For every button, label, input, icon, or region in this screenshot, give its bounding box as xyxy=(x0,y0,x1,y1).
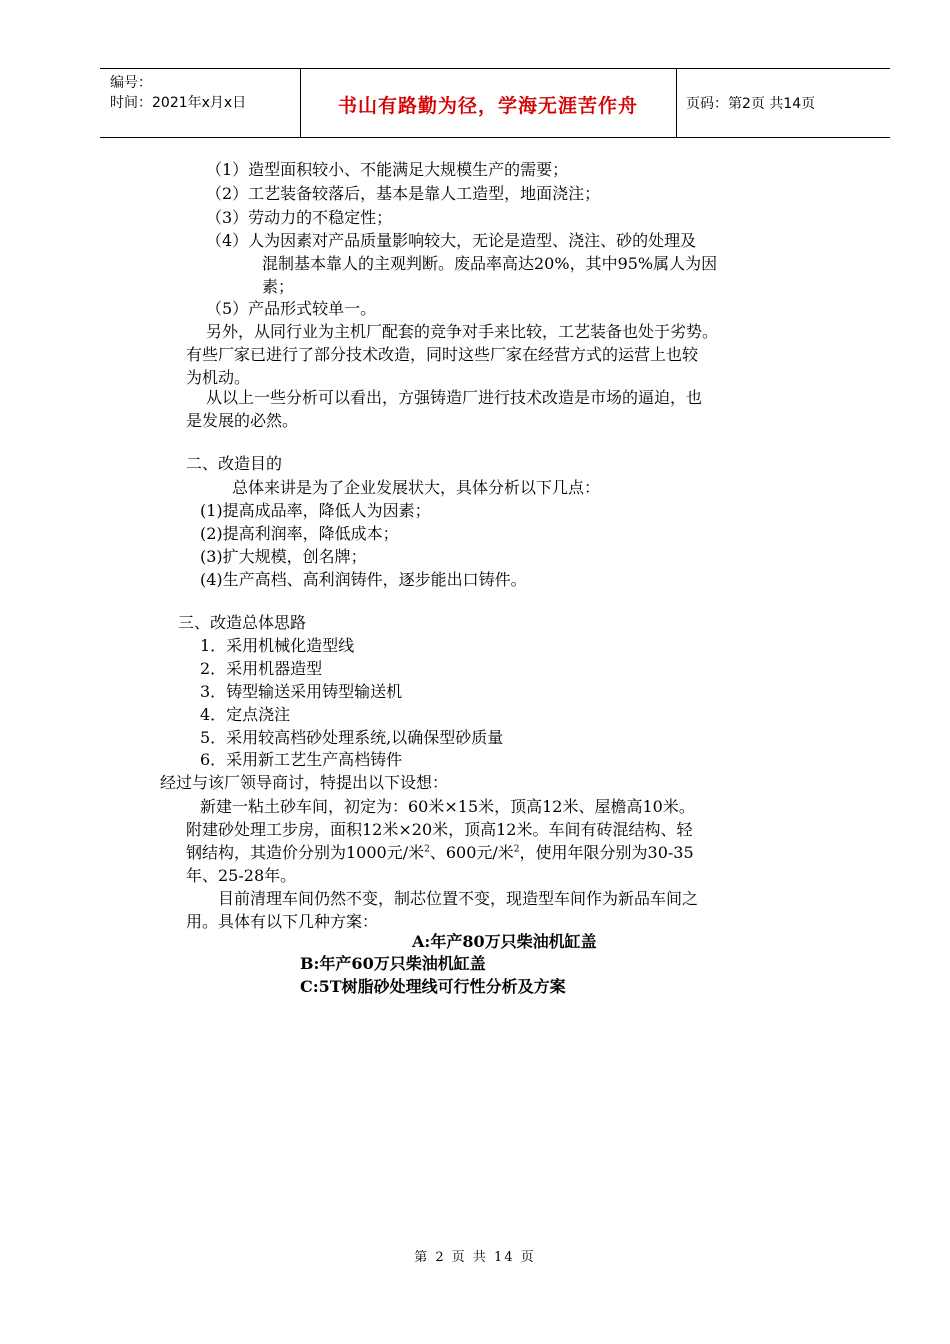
list-item: (2)提高利润率，降低成本； xyxy=(200,524,399,543)
list-item: （1）造型面积较小、不能满足大规模生产的需要； xyxy=(206,160,569,179)
page-header xyxy=(100,68,890,138)
list-item: 2．采用机器造型 xyxy=(200,659,323,678)
page-footer: 第 2 页 共 14 页 xyxy=(414,1250,536,1265)
header-motto: 书山有路勤为径，学海无涯苦作舟 xyxy=(337,95,638,117)
paragraph-line: 经过与该厂领导商讨，特提出以下设想： xyxy=(160,773,449,792)
list-item: 5．采用较高档砂处理系统,以确保型砂质量 xyxy=(200,728,504,747)
paragraph-line: 是发展的必然。 xyxy=(186,411,299,430)
paragraph-line xyxy=(186,842,694,864)
plan-b: B:年产60万只柴油机缸盖 xyxy=(300,954,486,973)
superscript: 2 xyxy=(513,844,520,855)
text-run: 、600元/米 xyxy=(429,843,514,862)
paragraph-line: 新建一粘土砂车间，初定为：60米×15米，顶高12米、屋檐高10米。 xyxy=(200,797,695,816)
list-item: 6．采用新工艺生产高档铸件 xyxy=(200,750,403,769)
paragraph-line: 为机动。 xyxy=(186,368,251,387)
paragraph-line: 有些厂家已进行了部分技术改造，同时这些厂家在经营方式的运营上也较 xyxy=(186,345,699,364)
list-item: (4)生产高档、高利润铸件，逐步能出口铸件。 xyxy=(200,570,527,589)
paragraph-line: 另外，从同行业为主机厂配套的竞争对手来比较，工艺装备也处于劣势。 xyxy=(206,322,719,341)
paragraph-line: 附建砂处理工步房，面积12米×20米，顶高12米。车间有砖混结构、轻 xyxy=(186,820,693,839)
list-item: 3．铸型输送采用铸型输送机 xyxy=(200,682,403,701)
list-item: （4）人为因素对产品质量影响较大，无论是造型、浇注、砂的处理及 xyxy=(206,231,697,250)
text-run: ，使用年限分别为30-35 xyxy=(519,843,694,862)
list-item: （5）产品形式较单一。 xyxy=(206,299,377,318)
plan-c: C:5T树脂砂处理线可行性分析及方案 xyxy=(300,977,566,996)
paragraph-line: 目前清理车间仍然不变，制芯位置不变，现造型车间作为新品车间之 xyxy=(218,889,699,908)
list-item: 1．采用机械化造型线 xyxy=(200,636,355,655)
section-heading: 三、改造总体思路 xyxy=(178,613,307,632)
paragraph-line: 从以上一些分析可以看出，方强铸造厂进行技术改造是市场的逼迫，也 xyxy=(206,388,703,407)
list-item: （2）工艺装备较落后，基本是靠人工造型，地面浇注； xyxy=(206,184,601,203)
list-item: （3）劳动力的不稳定性； xyxy=(206,208,393,227)
header-divider xyxy=(676,69,677,137)
section-heading: 二、改造目的 xyxy=(186,454,283,473)
list-item: (1)提高成品率，降低人为因素； xyxy=(200,501,431,520)
header-divider xyxy=(300,69,301,137)
list-item-continuation: 混制基本靠人的主观判断。废品率高达20%，其中95%属人为因 xyxy=(262,254,718,273)
header-page-label: 页码：第2页 共14页 xyxy=(686,96,816,112)
list-item: 4．定点浇注 xyxy=(200,705,291,724)
text-run: 钢结构，其造价分别为1000元/米 xyxy=(186,843,425,862)
plan-a: A:年产80万只柴油机缸盖 xyxy=(412,932,597,951)
header-meta xyxy=(110,73,246,113)
header-date-label: 时间：2021年x月x日 xyxy=(110,95,247,111)
paragraph-line: 年、25-28年。 xyxy=(186,866,297,885)
paragraph-line: 总体来讲是为了企业发展状大，具体分析以下几点： xyxy=(232,478,601,497)
list-item-continuation: 素； xyxy=(262,277,295,296)
header-number-label: 编号： xyxy=(110,75,152,91)
superscript: 2 xyxy=(424,844,430,855)
list-item: (3)扩大规模，创名牌； xyxy=(200,547,367,566)
paragraph-line: 用。具体有以下几种方案： xyxy=(186,912,379,931)
